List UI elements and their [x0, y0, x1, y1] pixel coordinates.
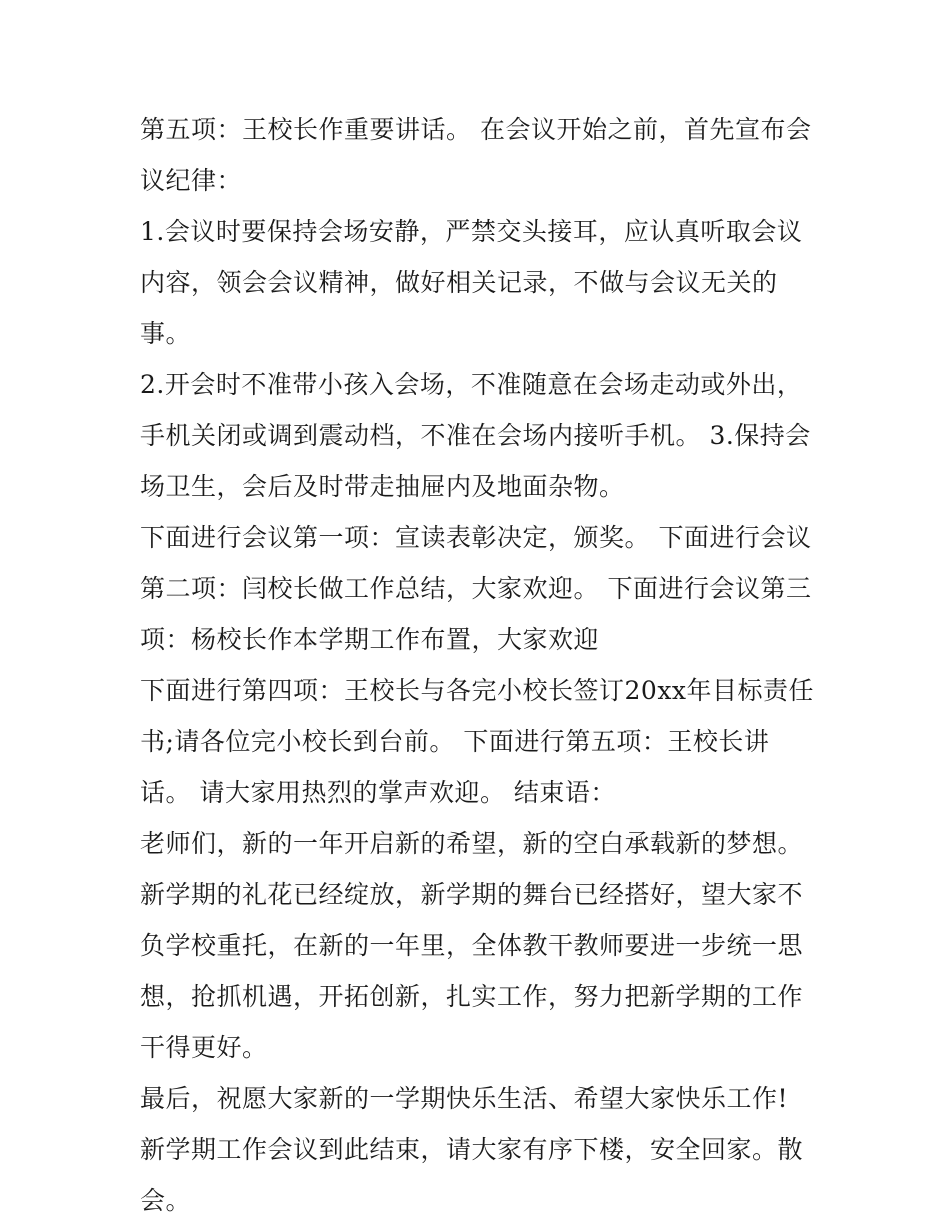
paragraph-final-wishes: 最后，祝愿大家新的一学期快乐生活、希望大家快乐工作! 新学期工作会议到此结束，请大家有序下楼，安全回家。散会。	[140, 1084, 804, 1215]
paragraph-closing-remarks: 老师们，新的一年开启新的希望，新的空白承载新的梦想。新学期的礼花已经绽放，新学期的舞台已经搭好，望大家不负学校重托，在新的一年里，全体教干教师要进一步统一思想，抢抓机遇，开拓创新，扎实工作，努力把新学期的工作干得更好。	[140, 829, 804, 1062]
paragraph-rule-2-3: 2.开会时不准带小孩入会场，不准随意在会场走动或外出，手机关闭或调到震动档，不准在会场内接听手机。 3.保持会场卫生，会后及时带走抽屉内及地面杂物。	[140, 370, 811, 501]
paragraph-agenda-1-3: 下面进行会议第一项：宣读表彰决定，颁奖。 下面进行会议第二项：闫校长做工作总结，大家欢迎。 下面进行会议第三项：杨校长作本学期工作布置，大家欢迎	[140, 523, 812, 654]
paragraph-agenda-4-5: 下面进行第四项：王校长与各完小校长签订20xx年目标责任书;请各位完小校长到台前。 下面进行第五项：王校长讲话。 请大家用热烈的掌声欢迎。 结束语：	[140, 676, 815, 807]
paragraph-rule-1: 1.会议时要保持会场安静，严禁交头接耳，应认真听取会议内容，领会会议精神，做好相关记录，不做与会议无关的事。	[140, 217, 803, 348]
document-body	[140, 104, 820, 1226]
paragraph-meeting-rules-intro: 第五项：王校长作重要讲话。 在会议开始之前，首先宣布会议纪律：	[140, 115, 812, 195]
